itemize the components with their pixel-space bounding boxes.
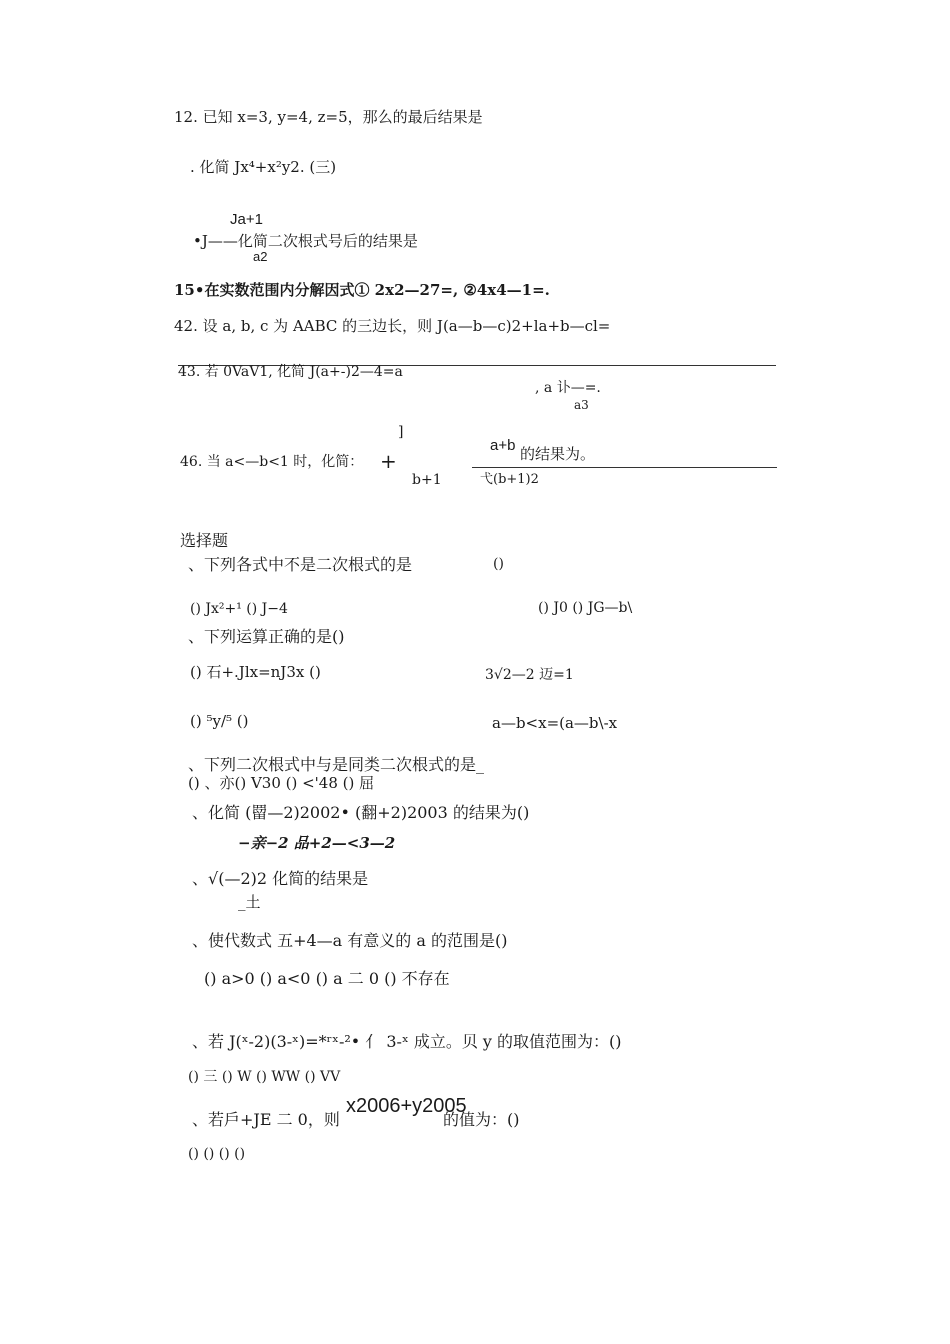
- choice-4: 、化简 (罶—2)2002• (翻+2)2003 的结果为(): [192, 803, 530, 822]
- choice-1-options-a: () Jx²+¹ () J−4: [190, 601, 288, 617]
- choice-2-options-b: 3√2—2 迈=1: [485, 667, 574, 683]
- question-46-denominator: 弋(b+1)2: [480, 472, 539, 487]
- choice-5-option: _土: [238, 893, 261, 911]
- choice-1: 、下列各式中不是二次根式的是: [188, 555, 413, 574]
- question-42: 42. 设 a, b, c 为 AABC 的三边长，则 J(a—b—c)2+la+b—cl=: [174, 317, 611, 335]
- choice-8-tail: 的值为：(): [443, 1110, 520, 1129]
- choice-4-options: −亲−2 品+2—<3—2: [238, 834, 396, 852]
- question-13: . 化简 Jx⁴+x²y2. (三): [190, 158, 337, 176]
- choice-6-options: () a>0 () a<0 () a 二 0 () 不存在: [204, 969, 450, 988]
- question-12: 12. 已知 x=3, y=4, z=5，那么的最后结果是: [174, 108, 483, 126]
- choice-8: 、若戶+JE 二 0，则: [192, 1110, 340, 1129]
- choice-2-options-d: a—b<x=(a—b\-x: [492, 714, 618, 732]
- question-43: 43. 若 0VaV1, 化简 J(a+-)2—4=a: [178, 364, 403, 380]
- choice-3: 、下列二次根式中与是同类二次根式的是_: [188, 755, 485, 774]
- choice-6: 、使代数式 五+4—a 有意义的 a 的范围是(): [192, 931, 508, 950]
- question-46: 46. 当 a<—b<1 时，化简：: [180, 454, 364, 470]
- question-15: 15•在实数范围内分解因式① 2x2—27=, ②4x4—1=.: [174, 281, 550, 299]
- plus-sign: +: [380, 449, 397, 473]
- choice-1-paren: (): [493, 556, 504, 572]
- choice-7-options: () 三 () W () WW () VV: [188, 1069, 341, 1085]
- choice-2-options-c: () ⁵y/⁵ (): [190, 712, 249, 730]
- choice-5: 、√(—2)2 化简的结果是: [192, 869, 369, 888]
- question-14-numerator: Ja+1: [230, 211, 263, 228]
- choice-2-options-a: () 石+.Jlx=nJ3x (): [190, 663, 321, 681]
- choice-3-options: () 、亦() V30 () <'48 () 屈: [188, 774, 375, 792]
- question-46-bracket: ]: [398, 424, 404, 440]
- question-46-result: 的结果为。: [520, 445, 596, 463]
- choice-8-expression: x2006+y2005: [346, 1095, 467, 1117]
- choice-8-options: () () () (): [188, 1146, 246, 1162]
- choice-1-options-b: () J0 () JG—b\: [538, 600, 633, 616]
- question-43-denominator: a3: [574, 398, 589, 412]
- choice-2: 、下列运算正确的是(): [188, 627, 345, 646]
- divider-line-2: [472, 467, 777, 468]
- choice-7: 、若 J(ˣ-2)(3-ˣ)=*ʳˣ-²• 亻 3-ˣ 成立。贝 y 的取值范围为：(): [192, 1032, 622, 1051]
- question-46-numerator: a+b: [490, 437, 516, 454]
- choice-title: 选择题: [180, 531, 229, 550]
- question-43-right: , a 讣—=.: [535, 380, 601, 396]
- question-14-denominator: a2: [253, 249, 268, 264]
- question-46-b1: b+1: [412, 472, 442, 488]
- question-14: •J——化简二次根式号后的结果是: [193, 232, 418, 250]
